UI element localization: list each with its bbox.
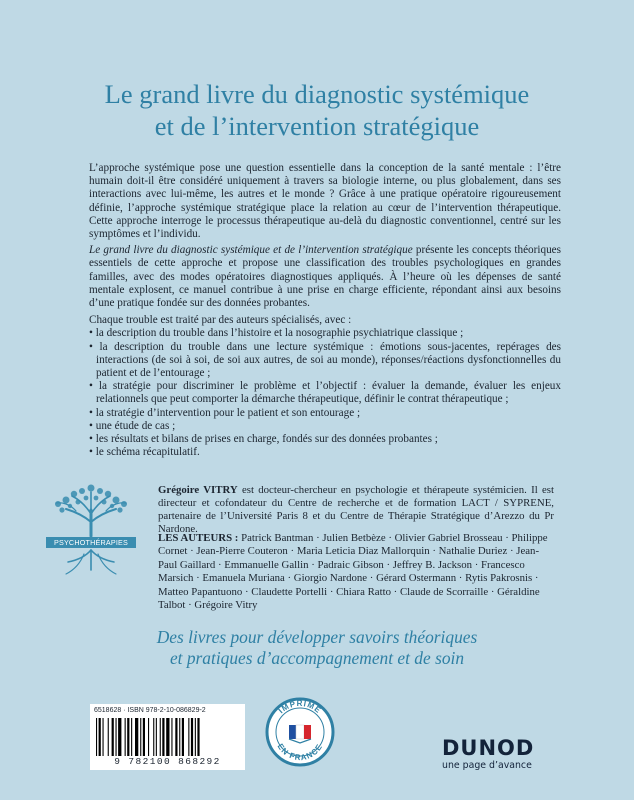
description-paragraph-2-text: présente les concepts théoriques essentiels de cette approche et propose une classification des troubles psychologiques en grandes familles, avec des modes opératoires diagnostiques appliqués. À l’heure où les dépenses de santé mentale explosent, ce manuel contribue à une prise en charge efficiente, répondant ainsi aux besoins d’une pratique fondée sur des données probantes. xyxy=(89,244,561,310)
list-item: • une étude de cas ; xyxy=(89,420,561,433)
author-bio-text: est docteur-chercheur en psychologie et thérapeute systémicien. Il est directeur et cofondateur du Centre de recherche et de formation LACT / SYPRENE, partenaire de l’Université Paris 8 et du Centre de Thérapie Stratégique d’Arezzo du Pr Nardone. xyxy=(158,484,554,535)
list-item: • la description du trouble dans l’histoire et la nosographie psychiatrique classique ; xyxy=(89,327,561,340)
author-bio xyxy=(158,484,554,536)
list-item: • la description du trouble dans une lecture systémique : émotions sous-jacentes, repérages des interactions (de soi à soi, de soi aux autres, de soi au monde), réponses/réactions dysfonctionnelles du patient et de l’entourage ; xyxy=(89,341,561,381)
barcode-box xyxy=(90,704,245,770)
tagline-line-2: et pratiques d’accompagnement et de soin xyxy=(169,648,465,668)
isbn-label: 6518628 · ISBN 978-2-10-086829-2 xyxy=(94,707,206,714)
list-intro: Chaque trouble est traité par des auteurs spécialisés, avec : xyxy=(89,314,352,327)
description xyxy=(89,162,561,459)
book-title xyxy=(0,78,634,142)
svg-text:IMPRIMÉ: IMPRIMÉ xyxy=(276,699,324,716)
contributors-heading: LES AUTEURS : xyxy=(158,532,239,544)
imprime-en-france-seal-icon xyxy=(265,697,335,767)
feature-list xyxy=(89,327,561,459)
publisher-slogan: une page d’avance xyxy=(442,760,532,771)
description-paragraph-2 xyxy=(89,244,561,310)
list-item: • la stratégie pour discriminer le problème et l’objectif : évaluer la demande, évaluer les enjeux relationnels que peut comporter la démarche thérapeutique, définir le contrat thérapeutique ; xyxy=(89,380,561,406)
ean-number: 9 782100 868292 xyxy=(114,756,221,767)
svg-text:EN FRANCE: EN FRANCE xyxy=(275,742,325,763)
book-title-inline: Le grand livre du diagnostic systémique et de l’intervention stratégique xyxy=(89,244,413,257)
book-title-line-2: et de l’intervention stratégique xyxy=(154,111,480,141)
publisher-logo: DUNOD xyxy=(442,736,535,760)
collection-label: PSYCHOTHÉRAPIES xyxy=(46,537,136,548)
tree-icon xyxy=(46,482,136,582)
contributors-list: Patrick Bantman · Julien Betbèze · Olivier Gabriel Brosseau · Philippe Cornet · Jean-Pierre Couteron · Maria Leticia Diaz Mallorquin · Nathalie Duriez · Jean-Paul Gaillard · Emmanuelle Gallin · Padraic Gibson · Jeffrey B. Jackson · Francesco Marsich · Emanuela Muriana · Giorgio Nardone · Gérard Ostermann · Rytis Pakrosnis · Matteo Papantuono · Claudette Portelli · Chiara Ratto · Claude de Scorraille · Géraldine Talbot · Grégoire Vitry xyxy=(158,532,548,612)
list-item: • les résultats et bilans de prises en charge, fondés sur des données probantes ; xyxy=(89,433,561,446)
contributors xyxy=(158,532,554,612)
book-title-line-1: Le grand livre du diagnostic systémique xyxy=(104,79,530,109)
list-item: • la stratégie d’intervention pour le patient et son entourage ; xyxy=(89,407,561,420)
collection-tagline xyxy=(0,627,634,669)
author-name: Grégoire VITRY xyxy=(158,484,238,496)
collection-logo xyxy=(46,482,136,582)
tagline-line-1: Des livres pour développer savoirs théoriques xyxy=(156,627,478,647)
list-item: • le schéma récapitulatif. xyxy=(89,446,561,459)
description-paragraph-1: L’approche systémique pose une question essentielle dans la conception de la santé mentale : l’être humain doit-il être considéré uniquement à travers sa biologie interne, ou plus globalement, dans ses interactions avec lui-même, les autres et le monde ? Grâce à une pratique opératoire rigoureusement définie, l’approche systémique stratégique place la relation au cœur de l’intervention thérapeutique. Cette approche interroge le processus thérapeutique au-delà du diagnostic conventionnel, centré sur les symptômes et l’individu. xyxy=(89,162,561,241)
barcode-icon xyxy=(96,718,239,756)
